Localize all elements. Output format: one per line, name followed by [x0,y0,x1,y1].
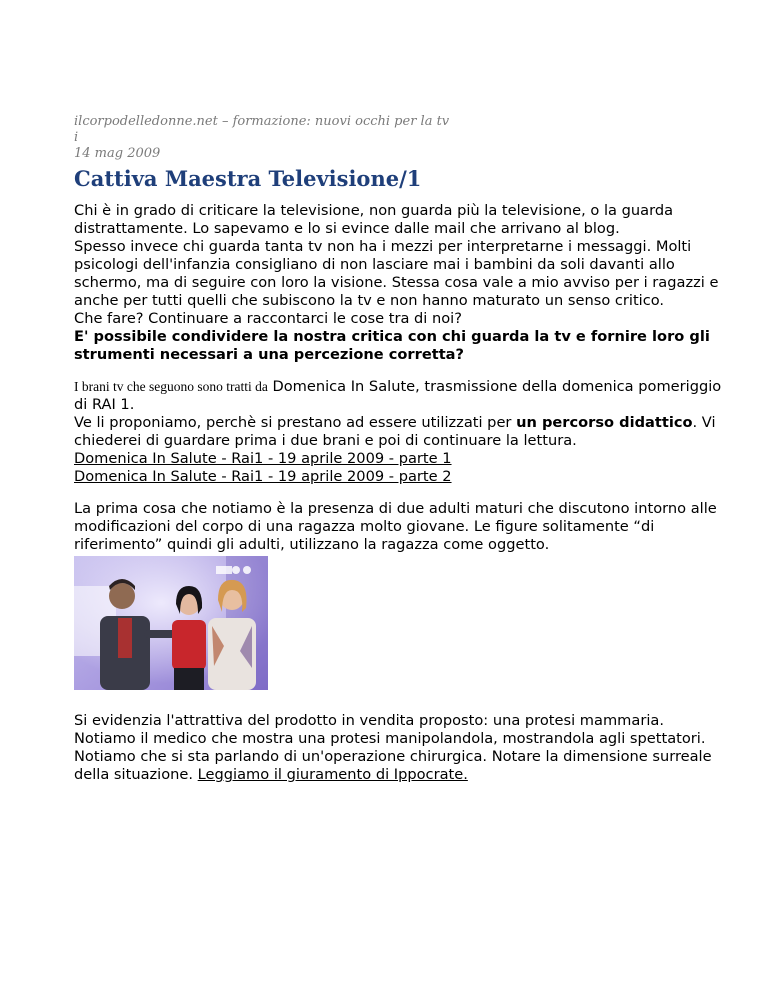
propose-bold: un percorso didattico [516,414,693,431]
brani-prefix: I brani tv che seguono sono tratti da [74,379,268,394]
closing-text: Si evidenzia l'attrattiva del prodotto in vendita proposto: una protesi mammaria. Notiamo il medico che mostra una protesi manipolandola, mostrandola agli spettatori. Notiamo che si sta parlando di un'operazione chirurgica. Notare la dimensione surreale della situazione. [74,712,712,783]
intro-bold-question: E' possibile condividere la nostra critica con chi guarda la tv e fornire loro gli strumenti necessari a una percezione corretta? [74,328,710,363]
video-link-1-row [74,450,724,468]
intro-paragraph-2: Spesso invece chi guarda tanta tv non ha i mezzi per interpretarne i messaggi. Molti psicologi dell'infanzia consigliano di non lasciare mai i bambini da soli davanti allo schermo, ma di seguire con loro la visione. Stessa cosa vale a mio avviso per i ragazzi e anche per tutti quelli che subiscono la tv e non hanno maturato un senso critico. [74,238,719,309]
marker-line: i [74,130,79,145]
video-link-2-row [74,468,724,486]
closing-paragraph [74,712,724,784]
intro-paragraph-1: Chi è in grado di criticare la televisione, non guarda più la televisione, o la guarda distrattamente. Lo sapevamo e lo si evince dalle mail che arrivano al blog. [74,202,674,237]
article-title: Cattiva Maestra Televisione/1 [74,166,422,191]
hippocrates-link[interactable]: Leggiamo il giuramento di Ippocrate. [197,766,468,783]
post-date: 14 mag 2009 [74,146,161,161]
video-link-2[interactable]: Domenica In Salute - Rai1 - 19 aprile 2009 - parte 2 [74,468,452,485]
propose-start: Ve li proponiamo, perchè si prestano ad essere utilizzati per [74,414,512,431]
propose-paragraph [74,414,724,450]
video-link-1[interactable]: Domenica In Salute - Rai1 - 19 aprile 2009 - parte 1 [74,450,452,467]
brani-program: Domenica In Salute, trasmissione della domenica pomeriggio di RAI 1. [74,378,722,413]
article-page [74,114,724,784]
tv-still-image [74,556,268,690]
brani-paragraph [74,378,724,414]
analysis-paragraph: La prima cosa che notiamo è la presenza di due adulti maturi che discutono intorno alle modificazioni del corpo di una ragazza molto giovane. Le figure solitamente “di riferimento” quindi gli adulti, utilizzano la ragazza come oggetto. [74,500,717,553]
propose-end: . Vi chiederei di guardare prima i due brani e poi di continuare la lettura. [74,414,716,449]
intro-paragraph-3: Che fare? Continuare a raccontarci le cose tra di noi? [74,310,462,327]
source-line: ilcorpodelledonne.net – formazione: nuovi occhi per la tv [74,114,450,129]
